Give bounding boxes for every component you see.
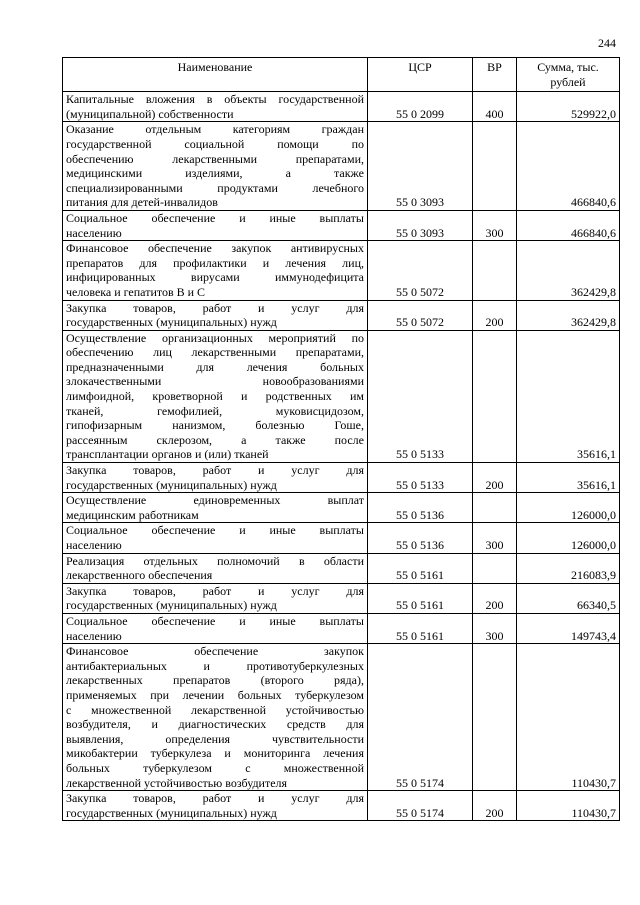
row-name-line: Закупка товаров, работ и услуг для xyxy=(66,583,364,598)
row-csr: 55 0 5174 xyxy=(368,791,473,821)
row-name-line: Социальное обеспечение и иные выплаты xyxy=(66,613,364,628)
row-vr: 300 xyxy=(473,613,517,643)
row-sum: 362429,8 xyxy=(517,300,620,330)
row-sum: 126000,0 xyxy=(517,493,620,523)
row-name xyxy=(63,644,368,791)
row-name xyxy=(63,241,368,300)
row-name-line: питания для детей-инвалидов xyxy=(66,195,218,210)
row-sum: 529922,0 xyxy=(517,92,620,122)
row-name-line: Закупка товаров, работ и услуг для xyxy=(66,463,364,478)
row-name-line: Закупка товаров, работ и услуг для xyxy=(66,300,364,315)
row-name-line: медицинским работникам xyxy=(66,507,199,522)
row-name-line: трансплантации органов и (или) тканей xyxy=(66,447,269,462)
row-vr: 400 xyxy=(473,92,517,122)
row-name-line: лекарственной устойчивостью возбудителя xyxy=(66,775,288,790)
row-name-line: населению xyxy=(66,225,122,240)
row-name xyxy=(63,613,368,643)
row-vr: 200 xyxy=(473,463,517,493)
row-csr: 55 0 5133 xyxy=(368,463,473,493)
row-name xyxy=(63,300,368,330)
row-name-line: Осуществление организационных мероприятий по xyxy=(66,330,364,345)
row-vr xyxy=(473,553,517,583)
row-vr: 200 xyxy=(473,791,517,821)
row-csr: 55 0 3093 xyxy=(368,210,473,240)
row-name xyxy=(63,583,368,613)
row-name-line: антибактериальных и противотуберкулезных xyxy=(66,658,364,673)
row-vr: 300 xyxy=(473,523,517,553)
row-name-line: гипофизарным нанизмом, болезнью Гоше, xyxy=(66,418,364,433)
row-name xyxy=(63,523,368,553)
row-sum: 35616,1 xyxy=(517,330,620,462)
row-name-line: тканей, гемофилией, муковисцидозом, xyxy=(66,403,364,418)
table-row xyxy=(63,122,620,211)
row-name-line: специализированными продуктами лечебного xyxy=(66,180,364,195)
table-row xyxy=(63,644,620,791)
row-name-line: обеспечению лекарственными препаратами, xyxy=(66,151,364,166)
row-sum: 466840,6 xyxy=(517,210,620,240)
table-row xyxy=(63,613,620,643)
table-row xyxy=(63,493,620,523)
row-name-line: Финансовое обеспечение закупок антивирусных xyxy=(66,241,364,256)
row-sum: 110430,7 xyxy=(517,791,620,821)
row-name-line: препаратов для профилактики и лечения лиц, xyxy=(66,255,364,270)
row-name-line: возбудителя, и диагностических средств для xyxy=(66,717,364,732)
row-name-line: рассеянным склерозом, а также после xyxy=(66,432,364,447)
table-row xyxy=(63,523,620,553)
table-row xyxy=(63,330,620,462)
row-name xyxy=(63,92,368,122)
row-name-line: больных туберкулезом с множественной xyxy=(66,760,364,775)
row-vr: 300 xyxy=(473,210,517,240)
page-number: 244 xyxy=(598,36,616,50)
row-vr xyxy=(473,644,517,791)
row-name xyxy=(63,330,368,462)
row-csr: 55 0 5161 xyxy=(368,553,473,583)
table-row xyxy=(63,210,620,240)
row-name-line: применяемых при лечении больных туберкулезом xyxy=(66,687,364,702)
row-name xyxy=(63,493,368,523)
row-name xyxy=(63,210,368,240)
row-name-line: государственных (муниципальных) нужд xyxy=(66,805,277,820)
row-name-line: Финансовое обеспечение закупок xyxy=(66,644,364,659)
row-name-line: предназначенными для лечения больных xyxy=(66,359,364,374)
row-name-line: лекарственных препаратов (второго ряда), xyxy=(66,673,364,688)
row-name-line: населению xyxy=(66,538,122,552)
row-name-line: Социальное обеспечение и иные выплаты xyxy=(66,523,364,538)
row-name-line: Реализация отдельных полномочий в области xyxy=(66,553,364,568)
row-name-line: человека и гепатитов В и С xyxy=(66,284,206,299)
table-row xyxy=(63,583,620,613)
row-name-line: с множественной лекарственной устойчивостью xyxy=(66,702,364,717)
row-name-line: лимфоидной, кроветворной и родственных им xyxy=(66,389,364,404)
row-sum: 216083,9 xyxy=(517,553,620,583)
row-name xyxy=(63,553,368,583)
budget-table xyxy=(62,57,620,821)
row-sum: 126000,0 xyxy=(517,523,620,553)
table-header-row xyxy=(63,58,620,92)
row-name-line: обеспечению лиц лекарственными препаратами, xyxy=(66,345,364,360)
row-name-line: злокачественными новообразованиями xyxy=(66,374,364,389)
table-row xyxy=(63,463,620,493)
row-name-line: микобактерии туберкулеза и мониторинга лечения xyxy=(66,746,364,761)
row-name-line: Осуществление единовременных выплат xyxy=(66,493,364,508)
row-sum: 466840,6 xyxy=(517,122,620,211)
row-vr xyxy=(473,330,517,462)
row-sum: 110430,7 xyxy=(517,644,620,791)
row-csr: 55 0 5072 xyxy=(368,300,473,330)
row-name-line: Закупка товаров, работ и услуг для xyxy=(66,791,364,806)
row-name-line: государственных (муниципальных) нужд xyxy=(66,598,277,613)
row-vr xyxy=(473,493,517,523)
row-csr: 55 0 5161 xyxy=(368,583,473,613)
row-csr: 55 0 3093 xyxy=(368,122,473,211)
table-row xyxy=(63,553,620,583)
row-name-line: (муниципальной) собственности xyxy=(66,106,234,121)
row-name-line: Социальное обеспечение и иные выплаты xyxy=(66,210,364,225)
row-name xyxy=(63,463,368,493)
row-vr xyxy=(473,241,517,300)
row-sum: 35616,1 xyxy=(517,463,620,493)
table-row xyxy=(63,241,620,300)
header-csr: ЦСР xyxy=(368,58,473,92)
row-name-line: населению xyxy=(66,628,122,643)
row-sum: 66340,5 xyxy=(517,583,620,613)
table-body xyxy=(63,92,620,821)
row-name-line: инфицированных вирусами иммунодефицита xyxy=(66,270,364,285)
row-name xyxy=(63,122,368,211)
row-csr: 55 0 5136 xyxy=(368,523,473,553)
row-name-line: Оказание отдельным категориям граждан xyxy=(66,122,364,137)
row-vr: 200 xyxy=(473,583,517,613)
table-row xyxy=(63,791,620,821)
row-name-line: выявления, определения чувствительности xyxy=(66,731,364,746)
header-vr: ВР xyxy=(473,58,517,92)
row-sum: 362429,8 xyxy=(517,241,620,300)
row-name-line: государственных (муниципальных) нужд xyxy=(66,477,277,492)
row-name-line: Капитальные вложения в объекты государственной xyxy=(66,92,364,107)
row-name-line: медицинскими изделиями, а также xyxy=(66,166,364,181)
row-csr: 55 0 2099 xyxy=(368,92,473,122)
row-csr: 55 0 5136 xyxy=(368,493,473,523)
row-csr: 55 0 5174 xyxy=(368,644,473,791)
row-name-line: лекарственного обеспечения xyxy=(66,568,213,583)
row-name xyxy=(63,791,368,821)
table-row xyxy=(63,92,620,122)
row-csr: 55 0 5133 xyxy=(368,330,473,462)
row-vr xyxy=(473,122,517,211)
row-vr: 200 xyxy=(473,300,517,330)
header-name: Наименование xyxy=(63,58,368,92)
row-csr: 55 0 5161 xyxy=(368,613,473,643)
row-sum: 149743,4 xyxy=(517,613,620,643)
header-sum: Сумма, тыс. рублей xyxy=(517,58,620,92)
row-name-line: государственных (муниципальных) нужд xyxy=(66,315,277,330)
row-name-line: государственной социальной помощи по xyxy=(66,136,364,151)
table-row xyxy=(63,300,620,330)
row-csr: 55 0 5072 xyxy=(368,241,473,300)
